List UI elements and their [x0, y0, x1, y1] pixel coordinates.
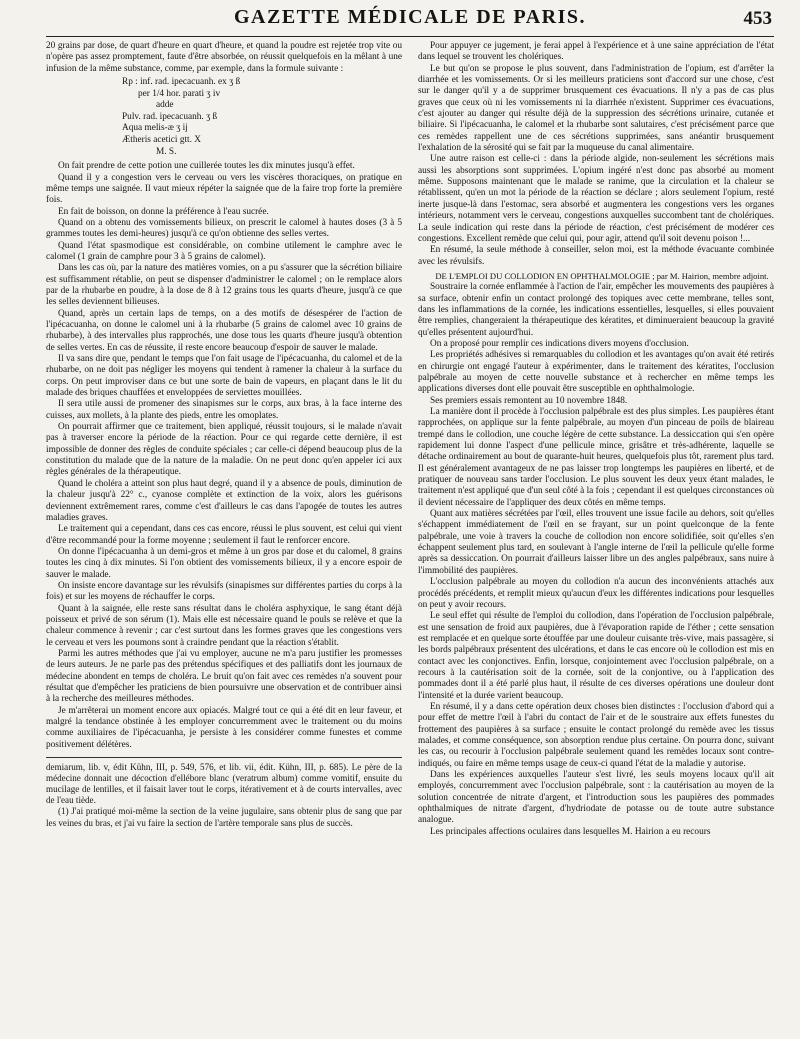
paragraph: Le traitement qui a cependant, dans ces cas encore, réussi le plus souvent, est celui qui vient d'être recommandé pour la forme moyenne ; seulement il faut le renforcer encore. — [46, 524, 402, 546]
paragraph: On a proposé pour remplir ces indications divers moyens d'occlusion. — [430, 338, 689, 349]
paragraph: La manière dont il procède à l'occlusion palpébrale est des plus simples. Les paupières étant rapprochées, on applique sur la fente palpébrale, au moyen d'un pinceau de poils de blaireau trempé dans le collodion, une couche légère de cette substance. La dessiccation qui s'en opère rapidement lui donne l'aspect d'une pellicule mince, grisâtre et très-adhérente, laquelle se détache ordinairement au bout de quarante-huit heures, quelquefois plus tôt, rarement plus tard. Il est généralement avantageux de ne pas laisser trop longtemps les paupières en liberté, et de pratiquer de nouveau sans tarder l'occlusion. Le plus souvent les deux yeux étant malades, le traitement n'est appliqué que d'un seul côté à la fois ; cependant il est quelques circonstances où il devient nécessaire de l'appliquer des deux côtés en même temps. — [418, 407, 775, 508]
paragraph: Le seul effet qui résulte de l'emploi du collodion, dans l'opération de l'occlusion palpébrale, est une sensation de froid aux paupières, due à l'évaporation rapide de l'éther ; cette sensation est remplacée et en quelque sorte étouffée par une douleur cuisante très-vive, mais passagère, si les bords palpébraux présentent des ulcérations, et dans le cas encore où le collodion est mis en contact avec les conjonctives. Enfin, lorsque, conjointement avec l'occlusion palpébrale, on a recours à la cautérisation soit de la cornée, soit de la conjontive, ou à l'application des pommades dont il a été parlé plus haut, il résulte de ces diverses opérations une douleur dont l'intensité et la durée varient beaucoup. — [418, 611, 774, 701]
paragraph: Je m'arrêterai un moment encore aux opiacés. Malgré tout ce qui a été dit en leur faveur, et malgré la tendance obstinée à les employer concurremment avec le traitement ou du moins comme auxiliaires de l'ipécacuanha, je persiste à les considérer comme funestes et comme positivement délétères. — [46, 705, 402, 750]
paragraph: En résumé, la seule méthode à conseiller, selon moi, est la méthode évacuante combinée avec les révulsifs. — [418, 245, 774, 267]
paragraph: On donne l'ipécacuanha à un demi-gros et même à un gros par dose et du calomel, 8 grains toutes les cinq à dix minutes. Si l'on obtient des vomissements bilieux, il y a encore espoir de sauver le malade. — [46, 546, 402, 580]
paragraph: En fait de boisson, on donne la préférence à l'eau sucrée. — [58, 206, 269, 217]
paragraph: En résumé, il y a dans cette opération deux choses bien distinctes : l'occlusion d'abord qui a pour effet de mettre l'œil à l'abri du contact de l'air et de le soustraire aux effets funestes du frottement des paupières à sa surface ; ensuite le contact prolongé du remède avec les tissus malades, et comme conséquence, son absorption rendue plus certaine. On pourra donc, suivant les cas, ou recourir à l'occlusion palpébrale seulement quand les remèdes locaux sont contre-indiqués, ou faire en même temps usage de ceux-ci quand l'état de la maladie y autorise. — [418, 701, 774, 769]
footnote-continuation: demiarum, lib. v, édit Kühn, III, p. 549, 576, et lib. vii, édit. Kühn, III, p. 685). Le père de la médecine donnait une décoction d'ellébore blanc (veratrum album) comme vomitif, ensuite du mucilage de lentilles, et il faisait laver tout le corps, itérativement et à de courts intervalles, avec de l'eau tiède. — [46, 762, 402, 806]
paragraph: Pour appuyer ce jugement, je ferai appel à l'expérience et à une saine appréciation de l'état dans lequel se trouvent les cholériques. — [418, 41, 774, 63]
paragraph: Le but qu'on se propose le plus souvent, dans l'administration de l'opium, est d'arrêter la diarrhée et les vomissements. Or si les meilleurs praticiens sont d'accord sur une chose, c'est sur le danger qu'il y a de supprimer brusquement ces évacuations. Il n'y a pas de cas plus graves que ceux où ni les vomissements ni la diarrhée n'existent. Supprimer ces évacuations, c'est ajouter au danger qui résulte déjà de la suppression des sécrétions urinaire, cutanée et biliaire. Si l'ipécacuanha, le calomel et la rhubarbe sont salutaires, c'est précisément parce que ces remèdes rappellent une de ces sécrétions supprimées, sans anéantir brusquement l'exhalation de la sérosité qui se fait par la muqueuse du canal alimentaire. — [418, 63, 774, 154]
paragraph: Parmi les autres méthodes que j'ai vu employer, aucune ne m'a paru justifier les promesses de leurs auteurs. Je ne parle pas des prétendus spécifiques et des palliatifs dont les journaux de médecine abondent en temps de choléra. Le bruit qu'on fait avec ces remèdes n'a souvent pour résultat que d'empêcher les praticiens de bien poursuivre une observation et de contribuer ainsi à la recherche des meilleures méthodes. — [46, 648, 402, 705]
footnote: (1) J'ai pratiqué moi-même la section de la veine jugulaire, sans obtenir plus de sang que par les veines du bras, et j'ai vu faire la section de l'artère temporale sans plus de succès. — [46, 806, 402, 828]
formula-line: per 1/4 hor. parati ʒ iv — [138, 88, 221, 99]
paragraph: Dans les cas où, par la nature des matières vomies, on a pu s'assurer que la sécrétion biliaire est suffisamment rétablie, on peut se dispenser d'administrer le calomel ; on le remplace alors par de la rhubarbe en poudre, à la dose de 8 à 12 grains tous les quarts d'heure, jusqu'à ce que les selles deviennent bilieuses. — [46, 263, 402, 308]
paragraph: L'occlusion palpébrale au moyen du collodion n'a aucun des inconvénients attachés aux procédés précédents, et remplit mieux qu'aucun d'eux les différentes indications pour lesquelles on peut y avoir recours. — [418, 577, 774, 610]
paragraph: On pourrait affirmer que ce traitement, bien appliqué, réussit toujours, si le malade n'avait pas à traverser encore la période de la réaction. Pour ce qui regarde cette dernière, il est impossible de donner des règles de conduite spéciales ; car celle-ci dépend beaucoup plus de la constitution du malade que de la nature de la maladie. On ne peut donc qu'en appeler ici aux règles générales de la thérapeutique. — [46, 422, 402, 478]
journal-title: GAZETTE MÉDICALE DE PARIS. — [233, 6, 587, 28]
paragraph: Il sera utile aussi de promener des sinapismes sur le corps, aux bras, à la face interne des cuisses, aux mollets, à la plante des pieds, entre les omoplates. — [46, 399, 402, 421]
formula-line: Aqua melis-æ ʒ ij — [122, 123, 188, 134]
paragraph: Dans les expériences auxquelles l'auteur s'est livré, les seuls moyens locaux qu'il ait employés, concurremment avec l'occlusion palpébrale, sont : la cautérisation au moyen de la solution concentrée de nitrate d'argent, et l'introduction sous les paupières des pommades ophthalmiques de nitrate d'argent, d'hydriodate de potasse ou de toute autre substance analogue. — [418, 770, 774, 826]
section-heading: DE L'EMPLOI DU COLLODION EN OPHTHALMOLOGIE ; par M. Hairion, membre adjoint. — [435, 270, 769, 281]
formula-line: adde — [156, 100, 174, 111]
text-columns — [46, 41, 774, 838]
paragraph: Quand l'état spasmodique est considérable, on combine utilement le camphre avec le calomel (1 grain de camphre pour 3 à 5 grains de calomel). — [46, 240, 402, 262]
footnote-divider — [46, 757, 402, 758]
page-header — [46, 6, 774, 37]
paragraph: 20 grains par dose, de quart d'heure en quart d'heure, et quand la poudre est rejetée trop vite ou n'opère pas assez promptement, faute d'être absorbée, on réussit quelquefois en la mêlant à une infusion de la même substance, comme, par exemple, dans la formule suivante : — [46, 41, 402, 74]
paragraph: On insiste encore davantage sur les révulsifs (sinapismes sur différentes parties du corps à la fois) et sur les moyens de réchauffer le corps. — [46, 580, 402, 603]
paragraph: On fait prendre de cette potion une cuillerée toutes les dix minutes jusqu'à effet. — [58, 161, 355, 172]
paragraph: Les propriétés adhésives si remarquables du collodion et les avantages qu'on avait été retirés en chirurgie ont engagé l'auteur à expérimenter, dans le traitement des kératites, l'occlusion palpébrale au moyen de cette nouvelle substance et à rechercher en même temps les applications diverses dont elle pouvait être susceptible en ophthalmologie. — [418, 350, 774, 395]
prescription-formula — [122, 77, 402, 158]
paragraph: Les principales affections oculaires dans lesquelles M. Hairion a eu recours — [430, 826, 711, 837]
paragraph: Soustraire la cornée enflammée à l'action de l'air, empêcher les mouvements des paupières à sa surface, obtenir enfin un contact prolongé des topiques avec cette membrane, telles sont, dans les inflammations de la cornée, les indications essentielles, lesquelles, si elles pouvaient être remplies, changeraient la thérapeutique des kératites, et diminueraient beaucoup la gravité qu'elles présentent aujourd'hui. — [418, 282, 774, 338]
left-column — [46, 41, 402, 838]
formula-line: Pulv. rad. ipecacuanh. ʒ ß — [122, 111, 218, 122]
paragraph: Il va sans dire que, pendant le temps que l'on fait usage de l'ipécacuanha, du calomel et de la rhubarbe, on ne doit pas négliger les moyens qui tendent à ramener la chaleur à la surface du corps. On peut improviser dans ce but une sorte de bain de vapeurs, en plaçant dans le lit du malade des briques chauffées et enveloppées de serviettes mouillées. — [46, 354, 402, 399]
paragraph: Quand il y a congestion vers le cerveau ou vers les viscères thoraciques, on pratique en même temps une saignée. Il vaut mieux répéter la saignée que de la faire trop forte la première fois. — [46, 172, 402, 206]
paragraph: Quand, après un certain laps de temps, on a des motifs de désespérer de l'action de l'ipécacuanha, on donne le calomel uni à la rhubarbe (5 grains de calomel avec 10 grains de rhubarbe), à des intervalles plus rapprochés, une dose tous les quarts d'heure jusqu'à obtention de selles vertes. En cas de réussite, il reste encore beaucoup d'espoir de sauver le malade. — [46, 308, 402, 353]
paragraph: Ses premiers essais remontent au 10 novembre 1848. — [430, 395, 628, 406]
right-column — [418, 41, 774, 838]
formula-line: Ætheris acetici gtt. X — [122, 135, 202, 145]
formula-line: M. S. — [156, 146, 177, 157]
formula-line: Rp : inf. rad. ipecacuanh. ex ʒ ß — [122, 77, 241, 88]
page-number: 453 — [743, 8, 772, 29]
paragraph: Quant aux matières sécrétées par l'œil, elles trouvent une issue facile au dehors, soit qu'elles s'échappent immédiatement de l'œil en se frayant, sur un point quelconque de la fente palpébrale, une voie à travers la couche de collodion non encore solidifiée, soit qu'elles s'en échappent seulement plus tard, en soulevant à l'angle interne de l'œil la pellicule qu'elle forme après sa dessiccation. On pourrait d'ailleurs laisser libre un des angles palpébraux, sans nuire à l'immobilité des paupières. — [418, 509, 774, 576]
paragraph: Une autre raison est celle-ci : dans la période algide, non-seulement les sécrétions mais aussi les absorptions sont supprimées. L'opium ingéré n'est donc pas absorbé au moment même. Supposons maintenant que le malade se ranime, que la circulation et la chaleur se rétablissent, qu'en un mot la période de la réaction se déclare ; alors seulement l'opium, resté inerte jusque-là dans l'estomac, sera absorbé et augmentera les congestions vers les organes intérieurs, notamment vers le cerveau, congestions auxquelles succombent tant de cholériques. La seule indication qui reste dans la période de réaction, c'est précisément de modérer ces congestions. Excellent remède que celui qui, pour agir, attend qu'il soit devenu poison !... — [418, 154, 774, 244]
paragraph: Quand on a obtenu des vomissements bilieux, on prescrit le calomel à hautes doses (3 à 5 grammes toutes les demi-heures) jusqu'à ce qu'on obtienne des selles vertes. — [46, 217, 402, 240]
paragraph: Quand le choléra a atteint son plus haut degré, quand il y a absence de pouls, diminution de la chaleur jusqu'à 22° c., cyanose complète et extinction de la voix, alors les guérisons deviennent extrêmement rares, comme c'est d'ailleurs le cas dans l'apogée de toutes les autres maladies graves. — [46, 478, 402, 523]
paragraph: Quant à la saignée, elle reste sans résultat dans le choléra asphyxique, le sang étant déjà poisseux et privé de son sérum (1). Mais elle est nécessaire quand le pouls se relève et que la chaleur commence à revenir ; car c'est surtout dans les formes graves que les congestions vers le cerveau et vers les poumons sont à craindre pendant que la réaction s'établit. — [46, 603, 402, 648]
